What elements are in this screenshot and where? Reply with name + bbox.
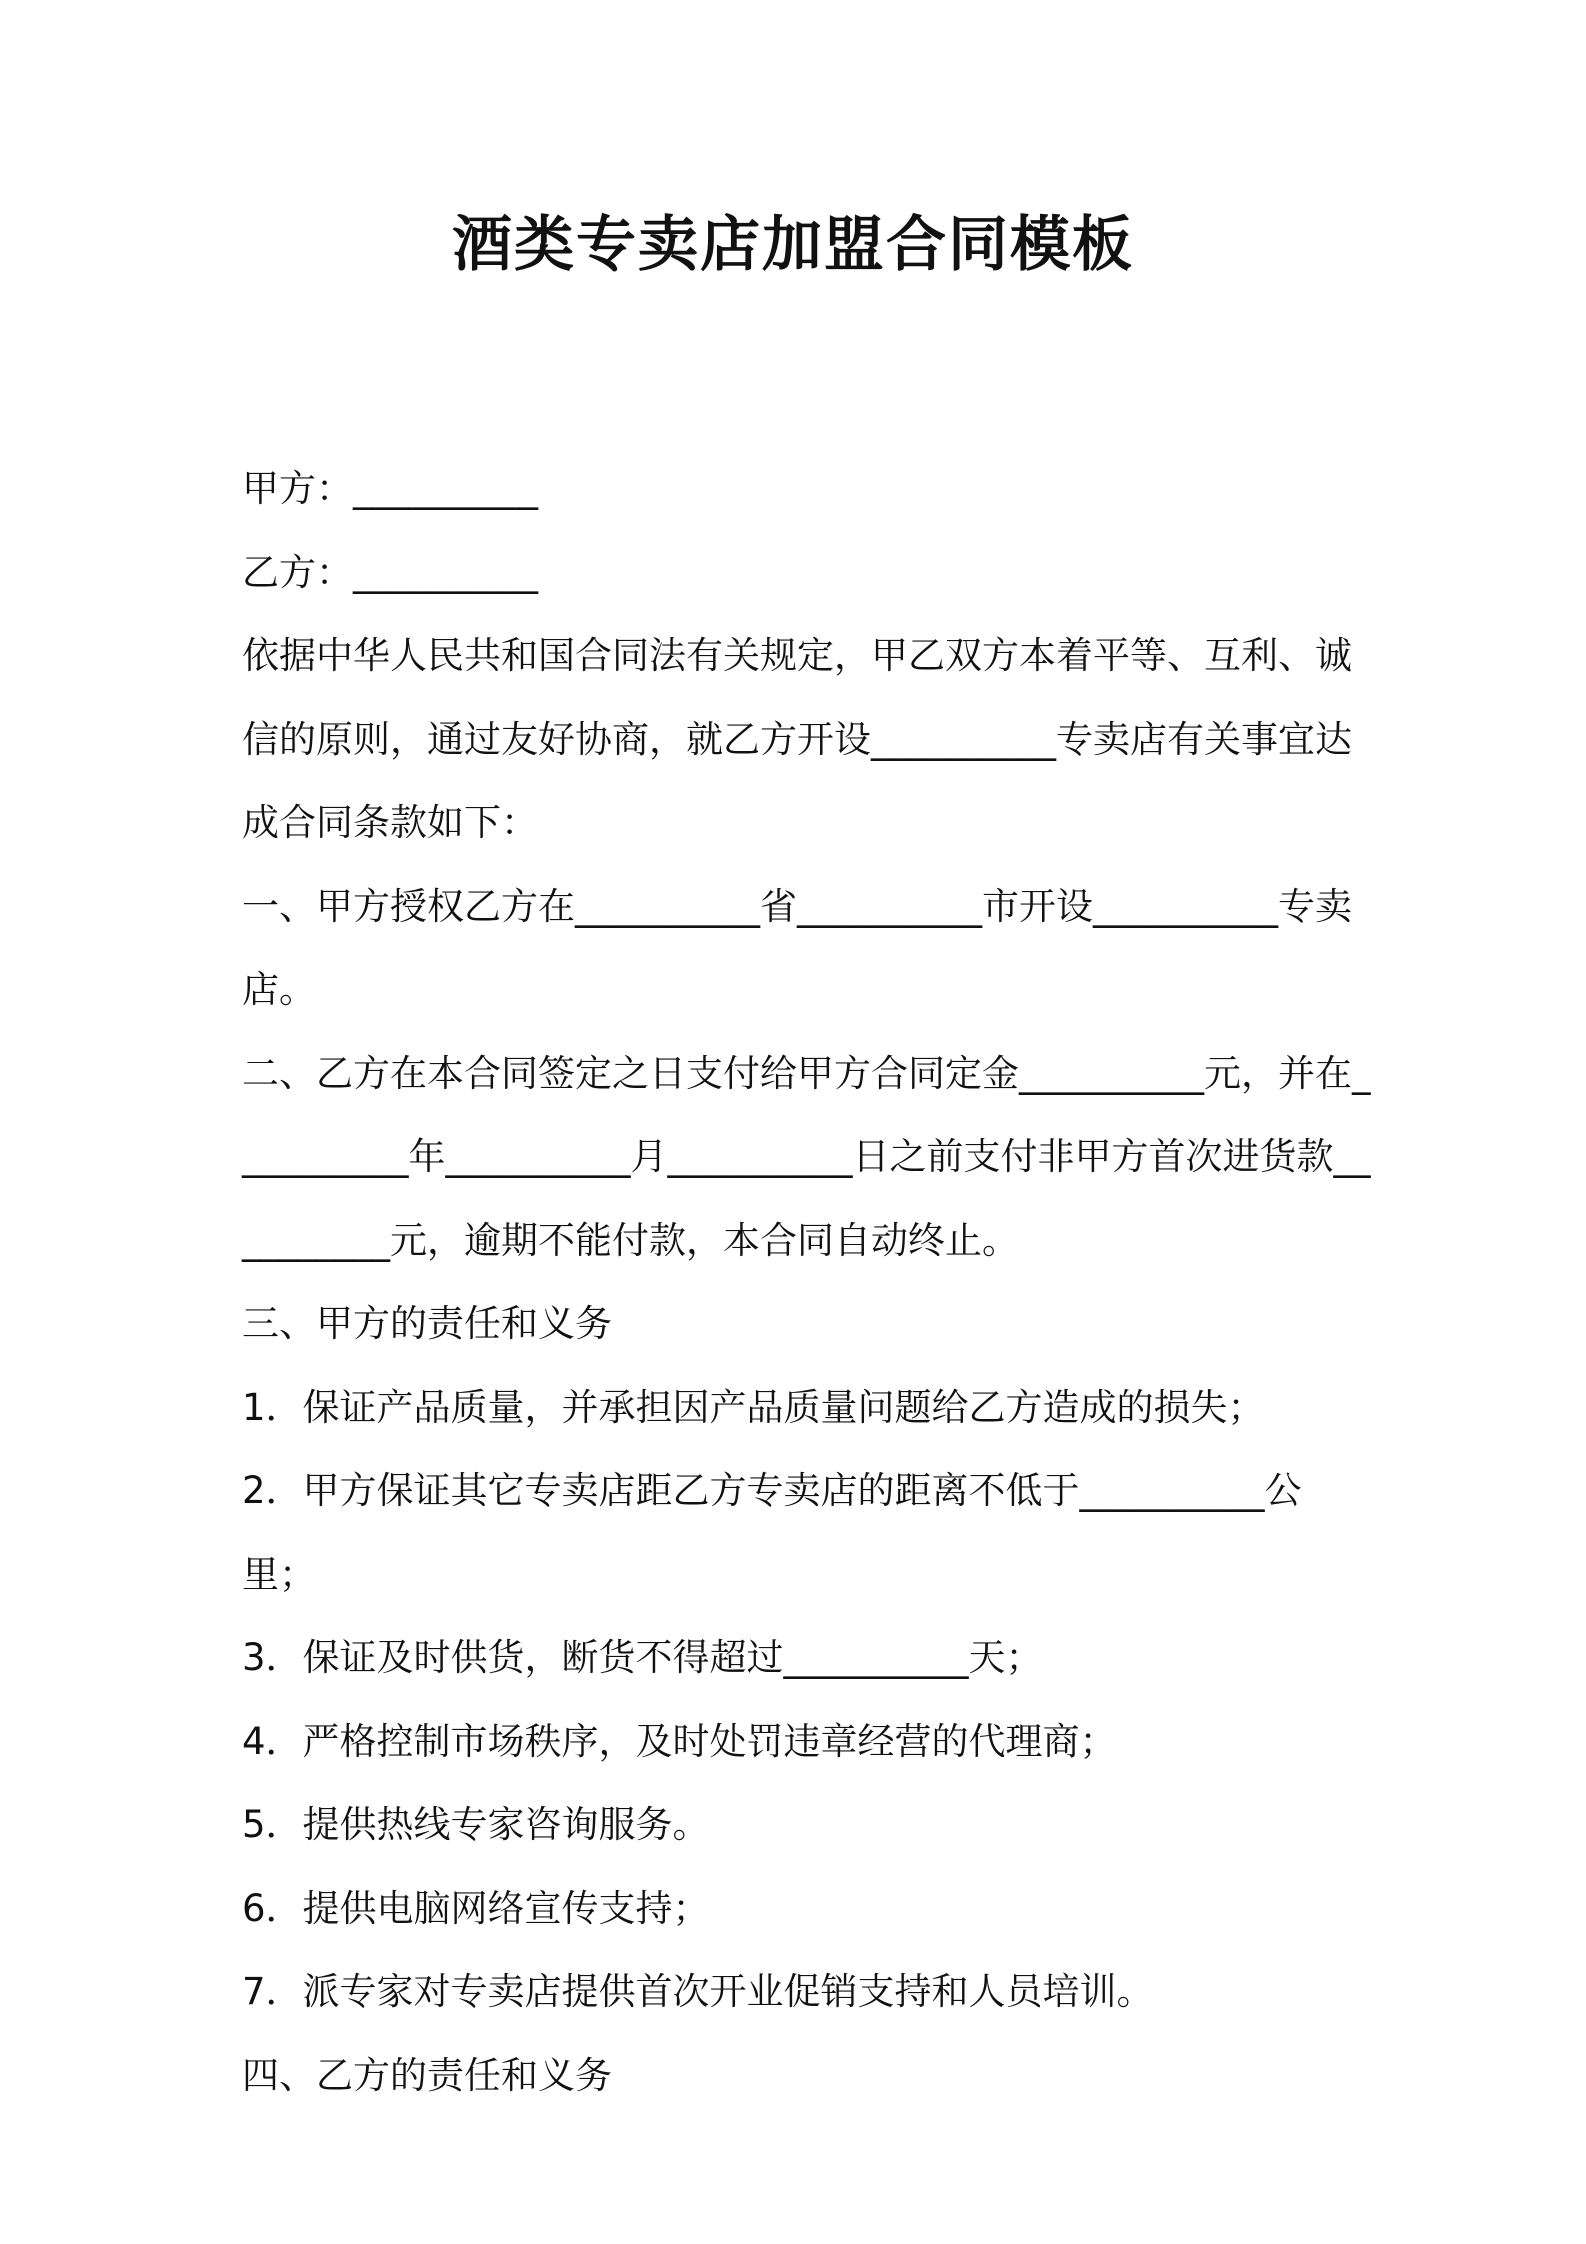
section-3-item-5: 5．提供热线专家咨询服务。: [242, 1803, 710, 1846]
clause-2: 二、乙方在本合同签定之日支付给甲方合同定金__________元，并在__________年__________月__________日之前支付非甲方首次进货款__________元，逾期不能付款，本合同自动终止。: [242, 1051, 1371, 1262]
document-body: [242, 447, 1372, 2117]
section-3-item-4: 4．严格控制市场秩序，及时处罚违章经营的代理商；: [242, 1719, 1117, 1763]
section-3-heading: 三、甲方的责任和义务: [242, 1302, 612, 1345]
section-3-item-7: 7．派专家对专卖店提供首次开业促销支持和人员培训。: [242, 1970, 1154, 2013]
section-4-heading: 四、乙方的责任和义务: [242, 2053, 612, 2097]
party-b-line: 乙方：__________: [242, 550, 538, 594]
clause-1: 一、甲方授权乙方在__________省__________市开设__________专卖店。: [242, 884, 1352, 1011]
preamble-paragraph: 依据中华人民共和国合同法有关规定，甲乙双方本着平等、互利、诚信的原则，通过友好协商，就乙方开设__________专卖店有关事宜达成合同条款如下：: [242, 634, 1352, 844]
section-3-item-3: 3．保证及时供货，断货不得超过__________天；: [242, 1636, 1043, 1679]
document-title: 酒类专卖店加盟合同模板: [452, 210, 1134, 280]
section-3-item-2: 2．甲方保证其它专卖店距乙方专卖店的距离不低于__________公里；: [242, 1469, 1302, 1596]
section-3-item-6: 6．提供电脑网络宣传支持；: [242, 1886, 710, 1930]
section-3-item-1: 1．保证产品质量，并承担因产品质量问题给乙方造成的损失；: [242, 1385, 1265, 1429]
party-a-line: 甲方：__________: [242, 467, 538, 510]
